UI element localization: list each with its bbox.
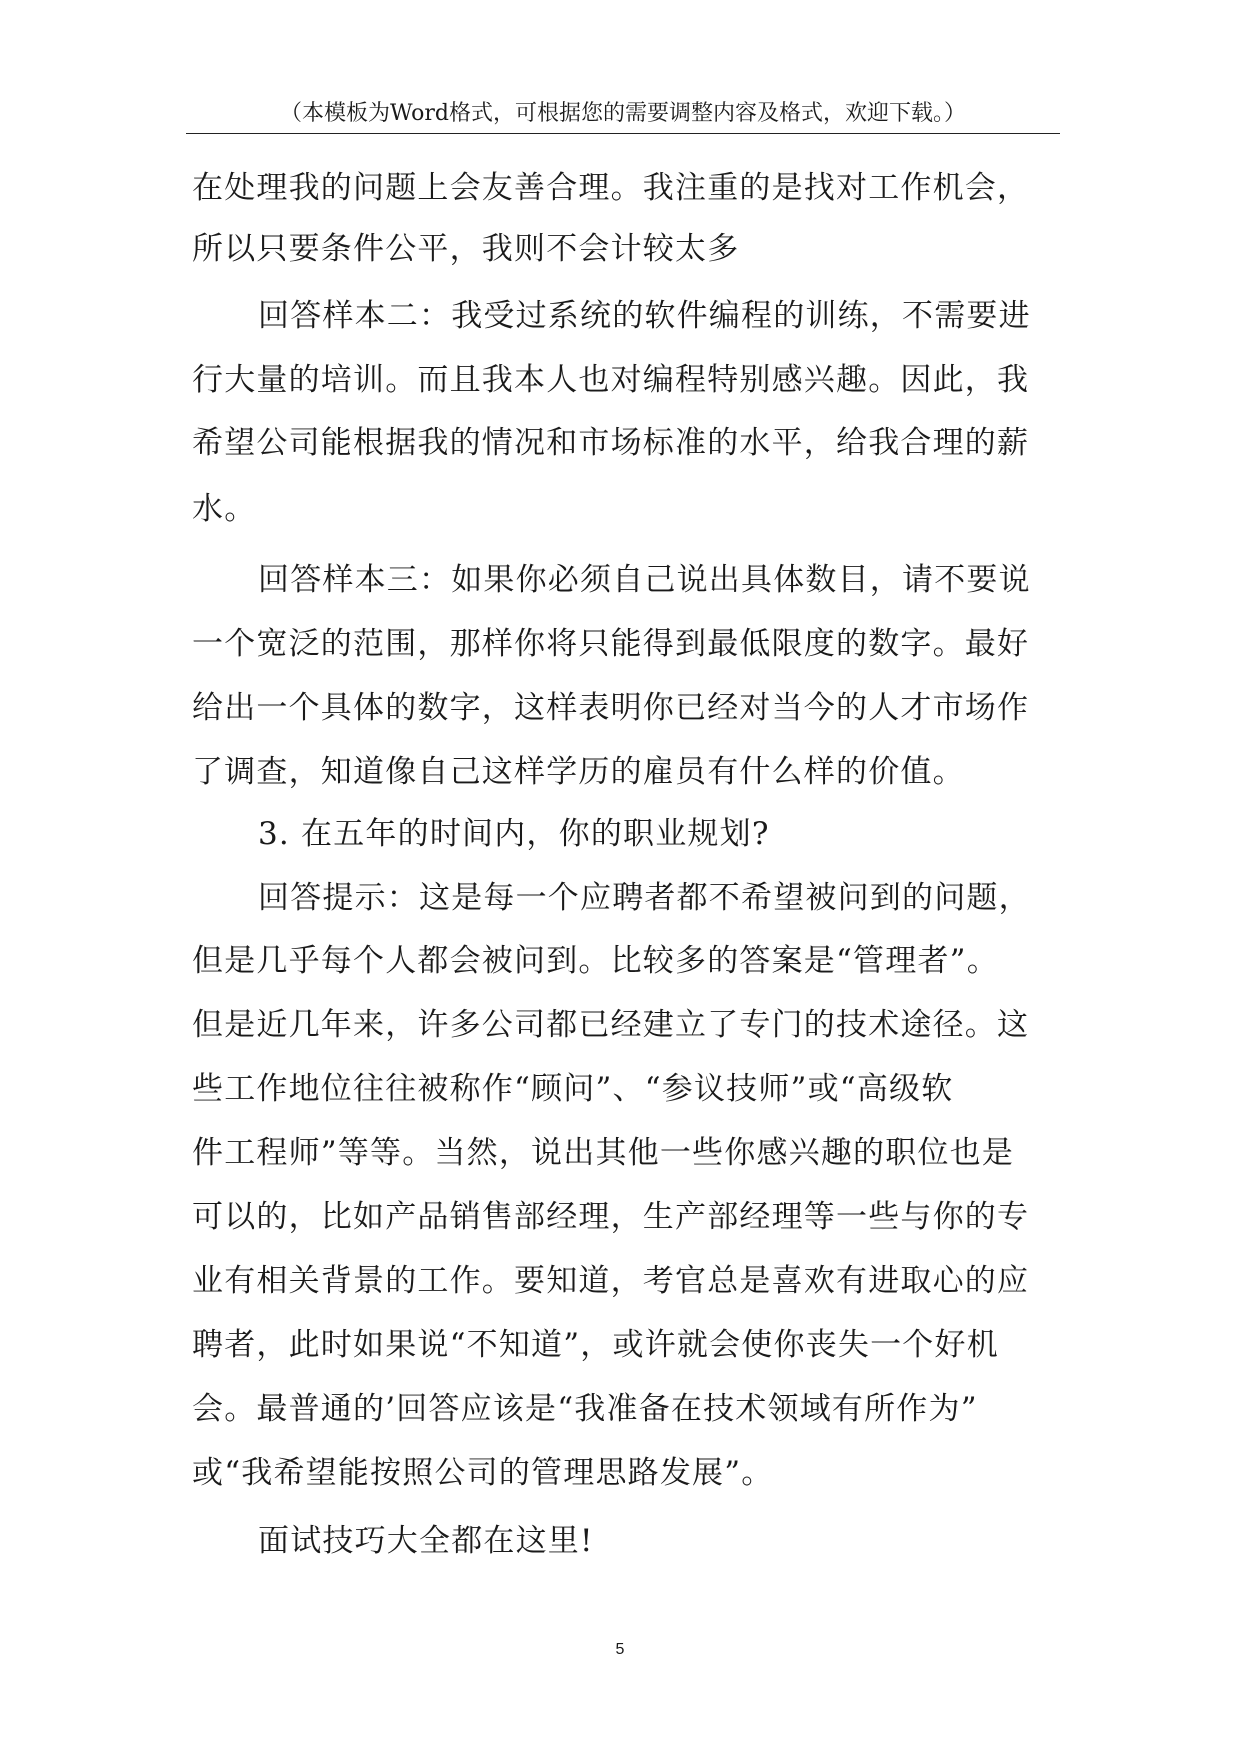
text-line: 一个宽泛的范围，那样你将只能得到最低限度的数字。最好	[192, 626, 1030, 662]
text-line: 所以只要条件公平，我则不会计较太多	[192, 231, 740, 267]
text-line: 些工作地位往往被称作“顾问”、“参议技师”或“高级软	[192, 1071, 954, 1107]
text-line: 在处理我的问题上会友善合理。我注重的是找对工作机会，	[192, 170, 1030, 206]
text-line: 行大量的培训。而且我本人也对编程特别感兴趣。因此，我	[192, 362, 1030, 398]
text-line: 了调查，知道像自己这样学历的雇员有什么样的价值。	[192, 754, 965, 790]
text-line: 会。最普通的’回答应该是“我准备在技术领域有所作为”	[192, 1391, 978, 1427]
page-number: 5	[615, 1641, 625, 1658]
page-header-note: （本模板为Word格式，可根据您的需要调整内容及格式，欢迎下载。）	[280, 101, 966, 126]
text-line: 可以的，比如产品销售部经理，生产部经理等一些与你的专	[192, 1199, 1030, 1235]
text-line: 聘者，此时如果说“不知道”，或许就会使你丧失一个好机	[192, 1327, 999, 1363]
closing-line: 面试技巧大全都在这里!	[258, 1523, 594, 1559]
paragraph-start-line: 回答提示：这是每一个应聘者都不希望被问到的问题，	[258, 880, 1031, 916]
text-line: 水。	[192, 491, 257, 527]
text-line: 但是近几年来，许多公司都已经建立了专门的技术途径。这	[192, 1007, 1030, 1043]
header-divider	[186, 133, 1060, 134]
text-line: 希望公司能根据我的情况和市场标准的水平，给我合理的薪	[192, 425, 1030, 461]
paragraph-start-line: 回答样本二：我受过系统的软件编程的训练，不需要进	[258, 298, 1031, 334]
text-line: 给出一个具体的数字，这样表明你已经对当今的人才市场作	[192, 690, 1030, 726]
text-line: 业有相关背景的工作。要知道，考官总是喜欢有进取心的应	[192, 1263, 1030, 1299]
text-line: 但是几乎每个人都会被问到。比较多的答案是“管理者”。	[192, 943, 999, 979]
paragraph-start-line: 回答样本三：如果你必须自己说出具体数目，请不要说	[258, 562, 1031, 598]
text-line: 或“我希望能按照公司的管理思路发展”。	[192, 1455, 774, 1491]
text-line: 件工程师”等等。当然，说出其他一些你感兴趣的职位也是	[192, 1135, 1015, 1171]
question-heading: 3. 在五年的时间内，你的职业规划?	[258, 816, 770, 852]
